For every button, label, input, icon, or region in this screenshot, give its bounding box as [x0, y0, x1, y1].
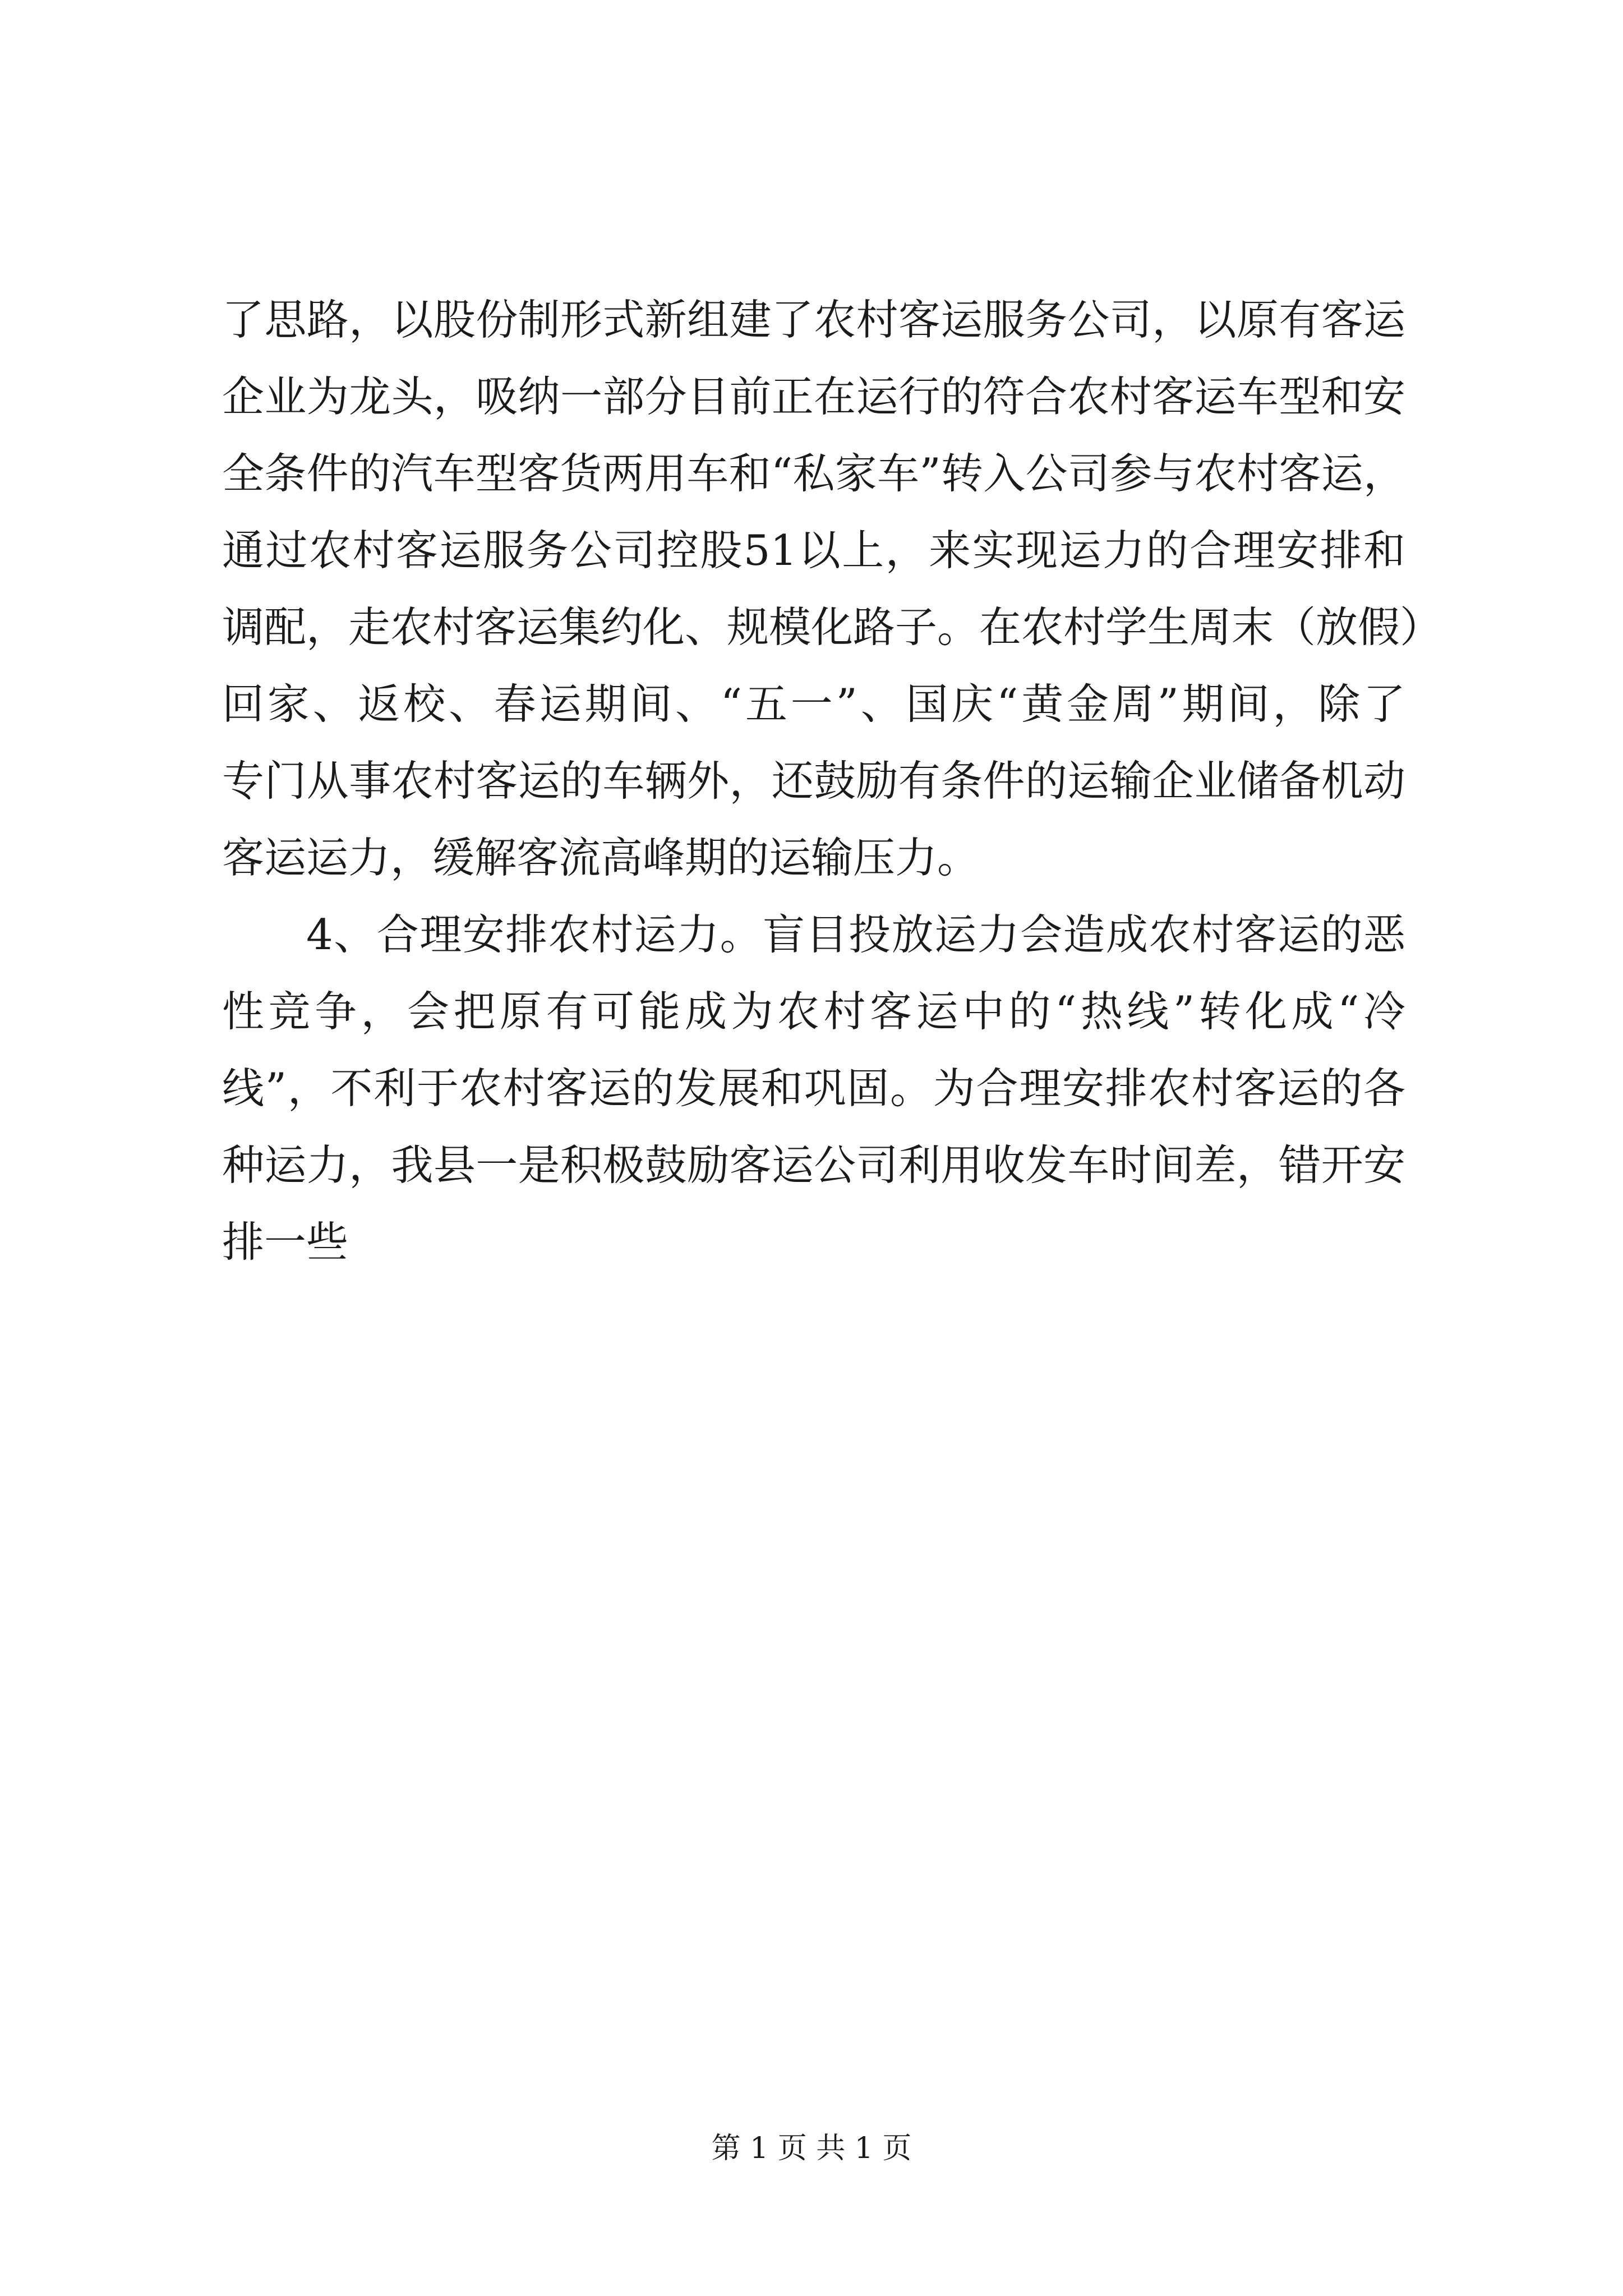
paragraph-line: 线”，不利于农村客运的发展和巩固。为合理安排农村客运的各 [222, 1064, 1405, 1113]
paragraph-line: 通过农村客运服务公司控股51以上，来实现运力的合理安排和 [222, 526, 1405, 575]
paragraph-line: 种运力，我县一是积极鼓励客运公司利用收发车时间差，错开安 [222, 1140, 1405, 1190]
paragraph-line: 客运运力，缓解客流高峰期的运输压力。 [222, 833, 980, 882]
paragraph-line: 企业为龙头，吸纳一部分目前正在运行的符合农村客运车型和安 [222, 372, 1405, 421]
page-footer: 第 1 页 共 1 页 [711, 2132, 912, 2165]
paragraph-line: 了思路，以股份制形式新组建了农村客运服务公司，以原有客运 [222, 295, 1405, 344]
paragraph-line: 排一些 [222, 1217, 349, 1267]
paragraph-line: 4、合理安排农村运力。盲目投放运力会造成农村客运的恶 [306, 910, 1405, 959]
paragraph-line: 性竞争，会把原有可能成为农村客运中的“热线”转化成“冷 [222, 987, 1405, 1036]
paragraph-line: 调配，走农村客运集约化、规模化路子。在农村学生周末（放假） [222, 602, 1442, 652]
paragraph-line: 回家、返校、春运期间、“五一”、国庆“黄金周”期间，除了 [222, 679, 1405, 729]
paragraph-line: 专门从事农村客运的车辆外，还鼓励有条件的运输企业储备机动 [222, 756, 1405, 806]
paragraph-line: 全条件的汽车型客货两用车和“私家车”转入公司参与农村客运， [222, 449, 1405, 498]
